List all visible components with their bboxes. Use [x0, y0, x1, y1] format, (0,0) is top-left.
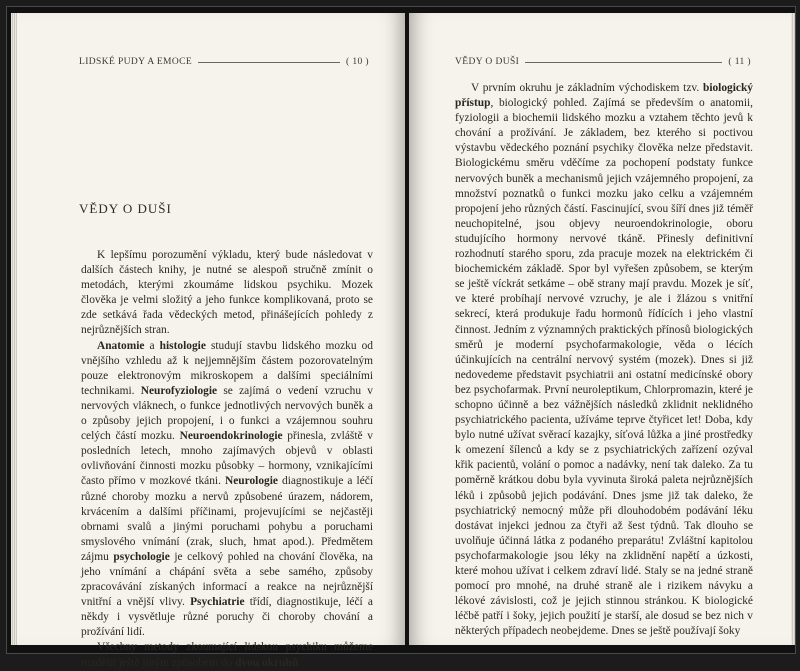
text-run: se zajímá o vedení vzruchu v nervových vláknech, o funkce jednotlivých nervových buněk a o způsoby jejich propojení, i o funkci a vzájemnou souhru celých částí mozku. [81, 384, 373, 443]
left-running-head [79, 55, 369, 69]
left-page [17, 13, 405, 669]
bold-term: Anatomie [97, 339, 145, 352]
page-number: ( 10 ) [346, 57, 369, 67]
text-run: a [144, 339, 160, 352]
bold-term: Neurologie [225, 475, 278, 488]
running-head-title: LIDSKÉ PUDY A EMOCE [79, 57, 193, 67]
header-rule [198, 62, 340, 63]
right-running-head [455, 55, 751, 69]
bold-term: Neurofyziologie [140, 384, 218, 397]
running-head-title: VĚDY O DUŠI [455, 57, 520, 67]
text-run: přinesla, zvláště v posledních letech, mnoho zajímavých objevů v oblasti ovlivňování činnosti mozku působky – hormony, vznikajícími často přímo v mozkové tkáni. [81, 430, 373, 488]
text-run: je celkový pohled na chování člověka, na jeho vnímání a chápání světa a sebe samého, způsoby zpracovávání získaných informací a reakce na nejrůznější vnitřní a vnější vlivy. [81, 550, 373, 609]
right-page-edges [791, 13, 795, 645]
bold-term: histologie [159, 339, 206, 352]
header-rule [525, 62, 722, 63]
paragraph [455, 81, 753, 639]
bold-term: Neuroendokrinologie [179, 430, 283, 443]
bold-term: biologický přístup [455, 82, 753, 110]
bold-term: psychologie [113, 550, 170, 563]
text-run: studují stavbu lidského mozku od vnějšího vzhledu až k nejjemnějším částem pozorovatelným pouze elektronovým mikroskopem a dalšími speciálními technikami. [81, 339, 373, 397]
text-run: K lepšímu porozumění výkladu, který bude následovat v dalších částech knihy, je nutné se alespoň stručně zmínit o metodách, kterými zkoumáme lidskou psychiku. Mozek člověka je velmi složitý a jeho funkce komplikovaná, proto se zde setkává řada vědeckých metod, přinášejících pohledy z nejrůznějších stran. [81, 249, 373, 337]
bold-term: Psychiatrie [190, 596, 245, 609]
book-spread [6, 6, 796, 669]
paragraph [81, 248, 373, 339]
chapter-title: VĚDY O DUŠI [79, 201, 172, 216]
text-run: diagnostikuje a léčí různé choroby mozku a nervů způsobené úrazem, nádorem, krvácením a dalšími příčinami, projevujícími se nejčastěji obrnami svalů a jinými poruchami pohybu a poruchami smyslového vnímání (zrak, sluch, hmat apod.). Předmětem zájmu [81, 475, 373, 563]
text-run: , biologický pohled. Zajímá se především o anatomii, fyziologii a biochemii lidského mozku a vztahem těchto jevů k chování a prožívání. Je základem, bez kterého si poctivou výstavbu vědeckého poznání psychiky člověka nelze představit. Biologickému směru vděčíme za pochopení podstaty funkce nervových buněk a mechanismů jejich vzájemného propojení, za množství poznatků o funkci mozku jako celku a vzájemném propojení jeho různých částí. Fascinující, svou šíří dnes již téměř neuchopitelné, jsou objevy neuroendokrinologie, oboru studujícího hormony nervové tkáně. Přinesly definitivní rozhodnutí starého sporu, zda pracuje mozek na elektrickém či biochemickém základě. Spor byl vyřešen způsobem, se kterým se ještě víckrát setkáme – obě strany mají pravdu. Mozek je síť, ve které probíhají nervové vzruchy, je ale i žlázou s vnitřní sekrecí, která produkuje řadu hormonů řídících i jeho vlastní činnost. Jedním z významných praktických přínosů biologických směrů je moderní psychofarmakologie, věda o lécích účinkujících na centrální nervový systém (mozek). Dnes si již nedovedeme představit psychiatrii ani ostatní medicínské obory bez psychofarmak. První neuroleptikum, Chlorpromazin, které je schopno účinně a bez vážnějších následků zklidnit neklidného psychiatrického pacienta, užíváme teprve čtyřicet let! Doba, kdy bylo nutné užívat svěrací kazajky, síťová lůžka a jiné prostředky k omezení šílenců a kdy se z psychiatrických zařízení ozýval křik pacientů, volání o pomoc a nadávky, není tak daleko. Za tu poměrně krátkou dobu byla vyvinuta široká paleta nejrůznějších léků i způsobů jejich podávání. Dnes jsme již tak daleko, že psychiatrický nemocný může při dlouhodobém podávání léku dostávat injekci jednou za čtyři až šest týdnů. Tak dlouho se uvolňuje účinná látka z podaného preparátu! Zvláštní kapitolou psychofarmakologie jsou léky na zklidnění napětí a úzkosti, které mohou užívat i celkem zdraví lidé. Staly se na jedné straně pomocí pro mnohé, na druhé straně ale i rizikem návyku a lékové závislosti, což je jejich stinnou stránkou. K biologické léčbě patří i šoky, jejich použití je starší, ale dosud se bez nich v některých případech neobejdeme. Dnes se ještě používají šoky [455, 97, 753, 638]
right-body-text [455, 81, 753, 639]
paragraph [81, 339, 373, 641]
left-body-text [81, 248, 373, 671]
right-page [409, 13, 791, 645]
text-run: V prvním okruhu je základním východiskem tzv. [471, 82, 703, 94]
bold-term: dvou okruhů [235, 656, 299, 669]
text-run: . [298, 656, 301, 669]
text-run: Všechny metody zkoumající lidskou psychiku můžeme rozdělit ještě jiným způsobem do [81, 641, 373, 669]
text-run: třídí, diagnostikuje, léčí a někdy i vysvětluje různé poruchy či choroby chování a prožívání lidí. [81, 596, 373, 639]
page-number: ( 11 ) [728, 57, 751, 67]
paragraph [81, 640, 373, 670]
